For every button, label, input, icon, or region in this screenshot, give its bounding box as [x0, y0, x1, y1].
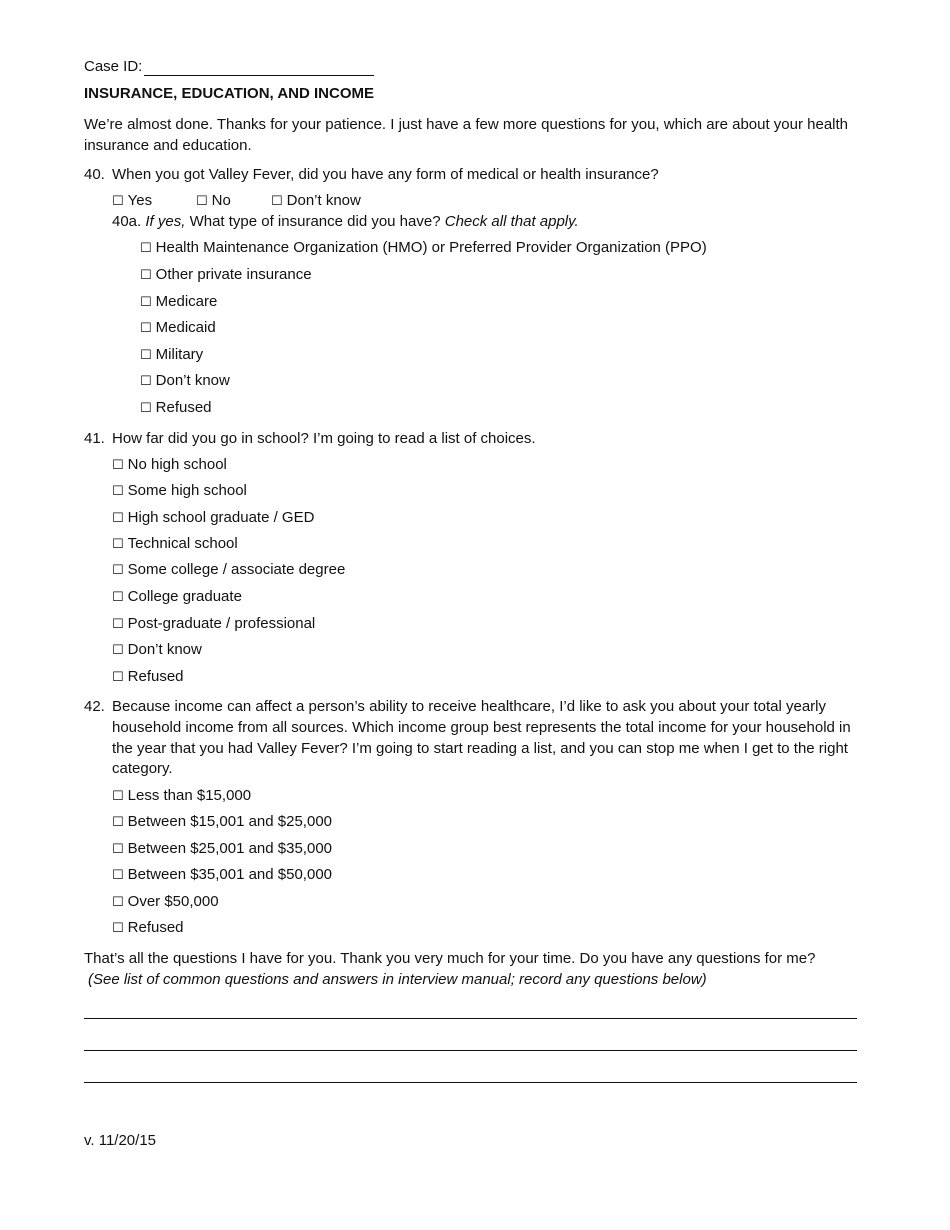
q40-text: When you got Valley Fever, did you have any form of medical or health insurance?	[112, 166, 659, 183]
q41-option[interactable]	[112, 614, 315, 635]
checkbox-icon: ☐	[112, 563, 124, 578]
checkbox-icon: ☐	[140, 295, 152, 310]
option-label: No high school	[127, 456, 227, 473]
checkbox-icon: ☐	[112, 842, 124, 857]
checkbox-icon: ☐	[112, 537, 124, 552]
checkbox-icon: ☐	[112, 789, 124, 804]
q40-option-dont-know[interactable]	[271, 191, 361, 212]
option-label: Between $25,001 and $35,000	[127, 840, 333, 857]
case-id-label: Case ID:	[84, 58, 143, 75]
q42-text: Because income can affect a person’s ability to receive healthcare, I’d like to ask you about your total yearly household income from all sources. Which income group best represents the total income for your household in the year that you had Valley Fever? I’m going to start reading a list, and you can stop me when I get to the right category.	[112, 698, 851, 778]
q42-option[interactable]	[112, 786, 251, 807]
option-label: Some high school	[127, 482, 247, 499]
checkbox-icon: ☐	[112, 643, 124, 658]
closing-instruction	[88, 970, 707, 990]
answer-line[interactable]	[84, 1082, 857, 1083]
closing-instruction-text: (See list of common questions and answers in interview manual; record any questions below)	[88, 971, 707, 988]
q42-number: 42.	[84, 698, 105, 715]
q40a-option[interactable]	[140, 265, 312, 286]
q40a-option[interactable]	[140, 292, 217, 313]
q40-option-no[interactable]	[196, 191, 231, 212]
checkbox-icon: ☐	[112, 921, 124, 936]
q40a-option[interactable]	[140, 318, 216, 339]
checkbox-icon: ☐	[140, 268, 152, 283]
option-label: Technical school	[127, 535, 238, 552]
q40a-text: What type of insurance did you have?	[189, 213, 441, 230]
option-label: Don’t know	[155, 372, 230, 389]
checkbox-icon: ☐	[112, 458, 124, 473]
checkbox-icon: ☐	[112, 194, 124, 209]
q40a-number: 40a.	[112, 213, 142, 230]
checkbox-icon: ☐	[140, 374, 152, 389]
q41-number: 41.	[84, 430, 105, 447]
version-footer: v. 11/20/15	[84, 1132, 156, 1149]
checkbox-icon: ☐	[112, 590, 124, 605]
option-label: Refused	[127, 919, 184, 936]
q42-option[interactable]	[112, 892, 219, 913]
option-label: College graduate	[127, 588, 242, 605]
option-label: Post-graduate / professional	[127, 615, 316, 632]
option-label: Medicare	[155, 293, 218, 310]
q41-option[interactable]	[112, 455, 227, 476]
q40a-option[interactable]	[140, 398, 212, 419]
q40-number: 40.	[84, 166, 105, 183]
q40-option-yes[interactable]	[112, 191, 152, 212]
checkbox-icon: ☐	[140, 321, 152, 336]
checkbox-icon: ☐	[271, 194, 283, 209]
q41-option[interactable]	[112, 667, 184, 688]
q40a-instruction: Check all that apply.	[444, 213, 579, 230]
q41-option[interactable]	[112, 508, 314, 529]
option-label: Between $35,001 and $50,000	[127, 866, 333, 883]
option-label: Medicaid	[155, 319, 216, 336]
option-label: Refused	[127, 668, 184, 685]
option-label: Some college / associate degree	[127, 561, 346, 578]
q41-option[interactable]	[112, 587, 242, 608]
q41-text: How far did you go in school? I’m going to read a list of choices.	[112, 430, 536, 447]
option-label: Health Maintenance Organization (HMO) or Preferred Provider Organization (PPO)	[155, 239, 707, 256]
q40a-option[interactable]	[140, 371, 230, 392]
option-label: Refused	[155, 399, 212, 416]
q40a-condition: If yes,	[145, 213, 186, 230]
q40a-option[interactable]	[140, 238, 707, 259]
q42-option[interactable]	[112, 812, 332, 833]
checkbox-icon: ☐	[196, 194, 208, 209]
checkbox-icon: ☐	[112, 895, 124, 910]
checkbox-icon: ☐	[112, 815, 124, 830]
q41-option[interactable]	[112, 640, 202, 661]
checkbox-icon: ☐	[112, 868, 124, 883]
checkbox-icon: ☐	[140, 401, 152, 416]
q42-option[interactable]	[112, 918, 184, 939]
q41-option[interactable]	[112, 560, 345, 581]
checkbox-icon: ☐	[140, 241, 152, 256]
answer-line[interactable]	[84, 1050, 857, 1051]
survey-page	[84, 0, 866, 1230]
q40a-question	[112, 212, 579, 232]
option-label: Don’t know	[127, 641, 202, 658]
option-label: Less than $15,000	[127, 787, 252, 804]
q42-option[interactable]	[112, 865, 332, 886]
case-id-field[interactable]	[144, 75, 374, 76]
option-label: Other private insurance	[155, 266, 312, 283]
q41-option[interactable]	[112, 481, 247, 502]
option-label: Between $15,001 and $25,000	[127, 813, 333, 830]
checkbox-icon: ☐	[112, 484, 124, 499]
option-label: Military	[155, 346, 204, 363]
option-label: Over $50,000	[127, 893, 219, 910]
section-title: INSURANCE, EDUCATION, AND INCOME	[84, 85, 375, 102]
option-label: No	[211, 192, 231, 209]
answer-line[interactable]	[84, 1018, 857, 1019]
checkbox-icon: ☐	[112, 617, 124, 632]
option-label: High school graduate / GED	[127, 509, 315, 526]
intro-paragraph: We’re almost done. Thanks for your patience. I just have a few more questions for you, which are about your health insurance and education.	[84, 116, 849, 154]
checkbox-icon: ☐	[140, 348, 152, 363]
q41-option[interactable]	[112, 534, 238, 555]
closing-text: That’s all the questions I have for you. Thank you very much for your time. Do you have any questions for me?	[84, 950, 816, 967]
option-label: Yes	[127, 192, 153, 209]
checkbox-icon: ☐	[112, 511, 124, 526]
q40a-option[interactable]	[140, 345, 203, 366]
checkbox-icon: ☐	[112, 670, 124, 685]
q42-option[interactable]	[112, 839, 332, 860]
option-label: Don’t know	[286, 192, 361, 209]
